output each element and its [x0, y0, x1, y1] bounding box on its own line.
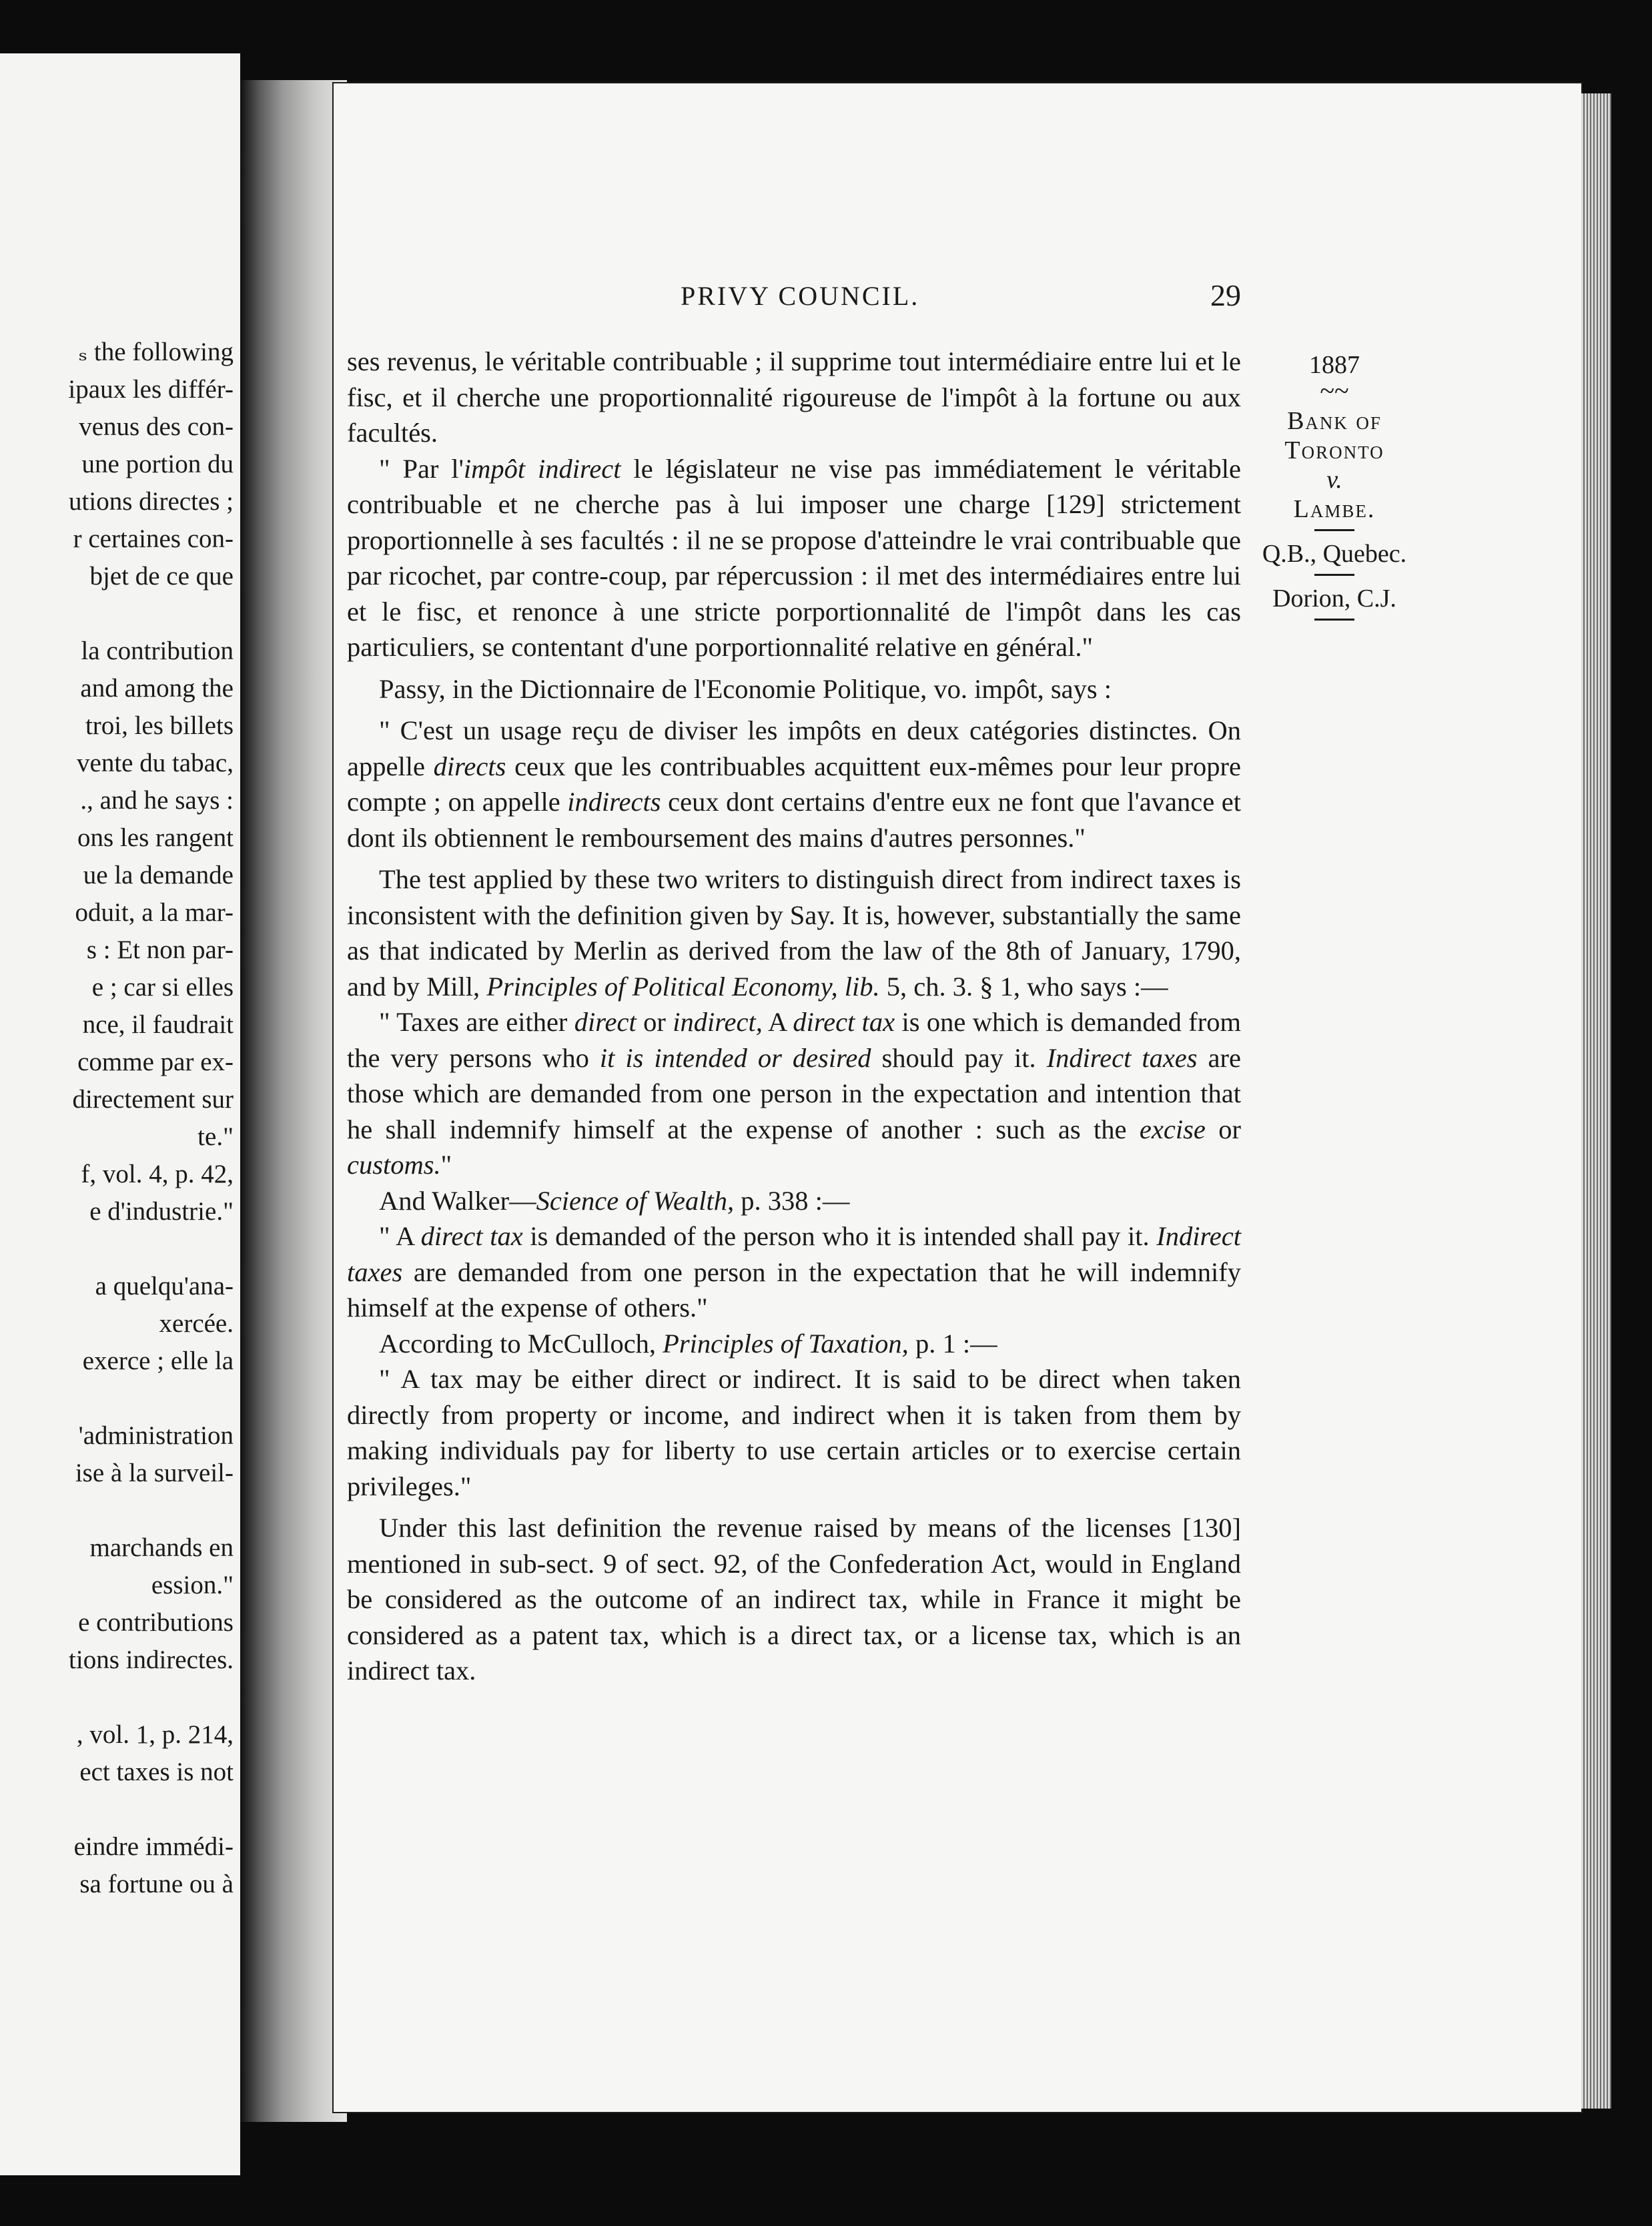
text-run: ceux dont certains d'entre eux ne font que l'avance et dont ils obtiennent le remboursement des mains d'autres personnes." — [347, 787, 1242, 853]
margin-party2: Lambe. — [1293, 495, 1376, 523]
left-page-line — [0, 595, 234, 633]
italic-run: impôt indirect — [463, 453, 621, 484]
left-page-line: vente du tabac, — [77, 749, 234, 777]
left-page-line — [0, 1679, 234, 1716]
text-run: And Walker— — [379, 1185, 536, 1216]
text-run: " Taxes are either — [379, 1007, 574, 1037]
paragraph-4 — [347, 713, 1241, 855]
left-page-line: la contribution — [81, 637, 234, 665]
left-page-line: r certaines con- — [73, 524, 234, 553]
left-page-line: ise à la surveil- — [75, 1459, 234, 1487]
paragraph-1: ses revenus, le véritable contribuable ; il supprime tout intermédiaire entre lui et le fisc, et il cherche une proportionnalité rigoureuse de l'impôt à la fortune ou aux facultés. — [347, 346, 1241, 448]
left-page-line: te." — [197, 1122, 234, 1151]
left-page-line: une portion du — [81, 450, 234, 478]
italic-run: excise — [1139, 1114, 1206, 1144]
text-run: p. 1 :— — [908, 1328, 997, 1359]
left-page-line — [0, 1492, 234, 1529]
left-page-line: utions directes ; — [69, 487, 234, 516]
paragraph-3: Passy, in the Dictionnaire de l'Economie Politique, vo. impôt, says : — [379, 673, 1112, 704]
left-page-line: e ; car si elles — [91, 973, 234, 1002]
text-run: 5, ch. 3. § 1, who says :— — [879, 971, 1168, 1002]
text-run: le législateur ne vise pas immédiatement le véritable contribuable et ne cherche pas à lui imposer une charge — [347, 453, 1241, 519]
italic-run: Principles of Taxation, — [663, 1328, 909, 1359]
italic-run: direct tax — [420, 1221, 523, 1251]
italic-run: directs — [433, 751, 506, 781]
left-page-line: directement sur — [72, 1085, 234, 1114]
margin-rule — [1314, 529, 1354, 531]
margin-rule — [1314, 574, 1354, 576]
left-page-line: ue la demande — [83, 861, 234, 889]
left-page-line: nce, il faudrait — [82, 1010, 234, 1039]
left-page-line — [0, 1791, 234, 1828]
text-run: " C'est un usage reçu de diviser les impôts en deux catégories distinctes. On appelle — [347, 715, 1241, 781]
left-page-text — [0, 334, 234, 1903]
text-run: According to McCulloch, — [379, 1328, 663, 1359]
text-run: are those which are demanded from one person in the expectation and intention that he shall indemnify himself at the expense of another : such as the — [347, 1042, 1241, 1144]
left-page-line: marchands en — [89, 1533, 234, 1562]
left-page-line: ., and he says : — [80, 786, 234, 815]
left-page-line: ₛ the following — [79, 338, 234, 366]
left-page-line: e d'industrie." — [89, 1197, 234, 1226]
text-run: p. 338 :— — [734, 1185, 850, 1216]
margin-year: 1887 — [1309, 351, 1360, 379]
left-page-line: xercée. — [159, 1309, 234, 1338]
margin-tilde: ~~ — [1320, 376, 1349, 406]
left-page-line: f, vol. 4, p. 42, — [81, 1160, 234, 1188]
italic-run: indirects — [567, 787, 661, 817]
paragraph-8 — [347, 1218, 1241, 1326]
text-run: Under this last definition the revenue raised by means of the licenses — [379, 1513, 1183, 1543]
text-run: is one which is demanded from the very persons who — [347, 1007, 1241, 1073]
left-page-line — [0, 1380, 234, 1417]
text-run: mentioned in sub-sect. 9 of sect. 92, of the Confederation Act, would in England be considered as the outcome of an indirect tax, while in France it might be considered as a patent tax, which is a direct tax, or a license tax, which is an indirect tax. — [347, 1548, 1241, 1686]
left-page-line: exerce ; elle la — [82, 1347, 234, 1375]
text-run: The test applied by these two writers to distinguish direct from indirect taxes is inconsistent with the definition given by Say. It is, however, substantially the same as that indicated by Merlin as derived from the law of the 8th of January, 1790, and by Mill, — [347, 864, 1241, 1002]
text-run: " A — [379, 1221, 421, 1251]
paragraph-6 — [347, 1004, 1241, 1183]
text-run: or — [636, 1007, 673, 1037]
paragraph-9 — [347, 1326, 1241, 1362]
margin-party1b: Toronto — [1284, 436, 1384, 464]
running-head: PRIVY COUNCIL. — [681, 281, 920, 311]
italic-run: Science of Wealth, — [536, 1185, 735, 1216]
margin-versus: v. — [1326, 466, 1342, 494]
left-page-line: 'administration — [78, 1421, 234, 1450]
left-page-line: ons les rangent — [77, 823, 234, 852]
italic-run: customs. — [347, 1150, 441, 1180]
left-page-line: venus des con- — [79, 412, 234, 441]
page-header — [681, 280, 1241, 320]
text-run: A — [762, 1007, 793, 1037]
left-page-line: e contributions — [78, 1608, 234, 1637]
left-page-line: tions indirectes. — [69, 1645, 234, 1674]
paragraph-5 — [347, 861, 1241, 1004]
text-run: are demanded from one person in the expectation that he will indemnify himself at the expense of others." — [347, 1256, 1241, 1323]
italic-run: direct tax — [793, 1007, 895, 1037]
left-page-line: ect taxes is not — [79, 1758, 234, 1786]
left-page-line: oduit, a la mar- — [75, 898, 234, 927]
text-run: ceux que les contribuables acquittent eux-mêmes pour leur propre compte ; on appelle — [347, 751, 1241, 817]
left-page-line: troi, les billets — [85, 711, 234, 740]
left-page-line: a quelqu'ana- — [95, 1272, 234, 1301]
paragraph-11 — [347, 1510, 1241, 1689]
text-run: should pay it. — [871, 1042, 1047, 1073]
text-run: " Par l' — [379, 453, 464, 484]
italic-run: Indirect taxes — [1046, 1042, 1198, 1073]
text-run: or — [1205, 1114, 1241, 1144]
page-number: 29 — [1210, 278, 1241, 312]
margin-court: Q.B., Quebec. — [1262, 540, 1407, 568]
left-page-line: bjet de ce que — [89, 562, 234, 591]
page-body — [347, 344, 1241, 1689]
left-page-line: ession." — [151, 1571, 234, 1599]
left-page-line: s : Et non par- — [86, 936, 234, 964]
left-page-line — [0, 1230, 234, 1268]
italic-run: direct — [574, 1007, 637, 1037]
book-gutter-shadow — [240, 80, 347, 2122]
left-page-line: and among the — [80, 674, 234, 703]
page-edges — [1581, 93, 1611, 2109]
paragraph-7 — [347, 1183, 1241, 1219]
left-page-line: sa fortune ou à — [79, 1870, 234, 1898]
left-page-line: eindre immédi- — [73, 1832, 234, 1861]
page-reference: [130] — [1182, 1513, 1241, 1543]
text-run: strictement proportionnelle à ses facultés : il ne se propose d'atteindre le vrai contribuable que par ricochet, par contre-coup, par répercussion : il met des intermédiaires entre lui et le fisc, et renonce à une stricte porportionnalité de l'impôt dans les cas particuliers, se contentant d'une porportionnalité relative en général." — [347, 489, 1241, 662]
paragraph-2 — [347, 451, 1241, 665]
text-run: " — [440, 1150, 452, 1180]
margin-note — [1254, 350, 1414, 629]
text-run: is demanded of the person who it is intended shall pay it. — [522, 1221, 1157, 1251]
left-facing-page — [0, 53, 240, 2175]
margin-rule — [1314, 619, 1354, 621]
page-reference: [129] — [1046, 489, 1105, 519]
italic-run: Indirect taxes — [347, 1221, 1241, 1287]
margin-party1: Bank of — [1287, 407, 1382, 435]
left-page-line: ipaux les différ- — [68, 375, 234, 404]
italic-run: Principles of Political Economy, lib. — [486, 971, 880, 1002]
italic-run: it is intended or desired — [599, 1042, 871, 1073]
left-page-line: comme par ex- — [77, 1048, 234, 1076]
paragraph-10: " A tax may be either direct or indirect. It is said to be direct when taken directly from property or income, and indirect when it is taken from them by making individuals pay for liberty to use certain articles or to exercise certain privileges." — [347, 1364, 1241, 1501]
margin-judge: Dorion, C.J. — [1272, 585, 1396, 613]
italic-run: indirect, — [673, 1007, 763, 1037]
left-page-line: , vol. 1, p. 214, — [76, 1720, 234, 1749]
